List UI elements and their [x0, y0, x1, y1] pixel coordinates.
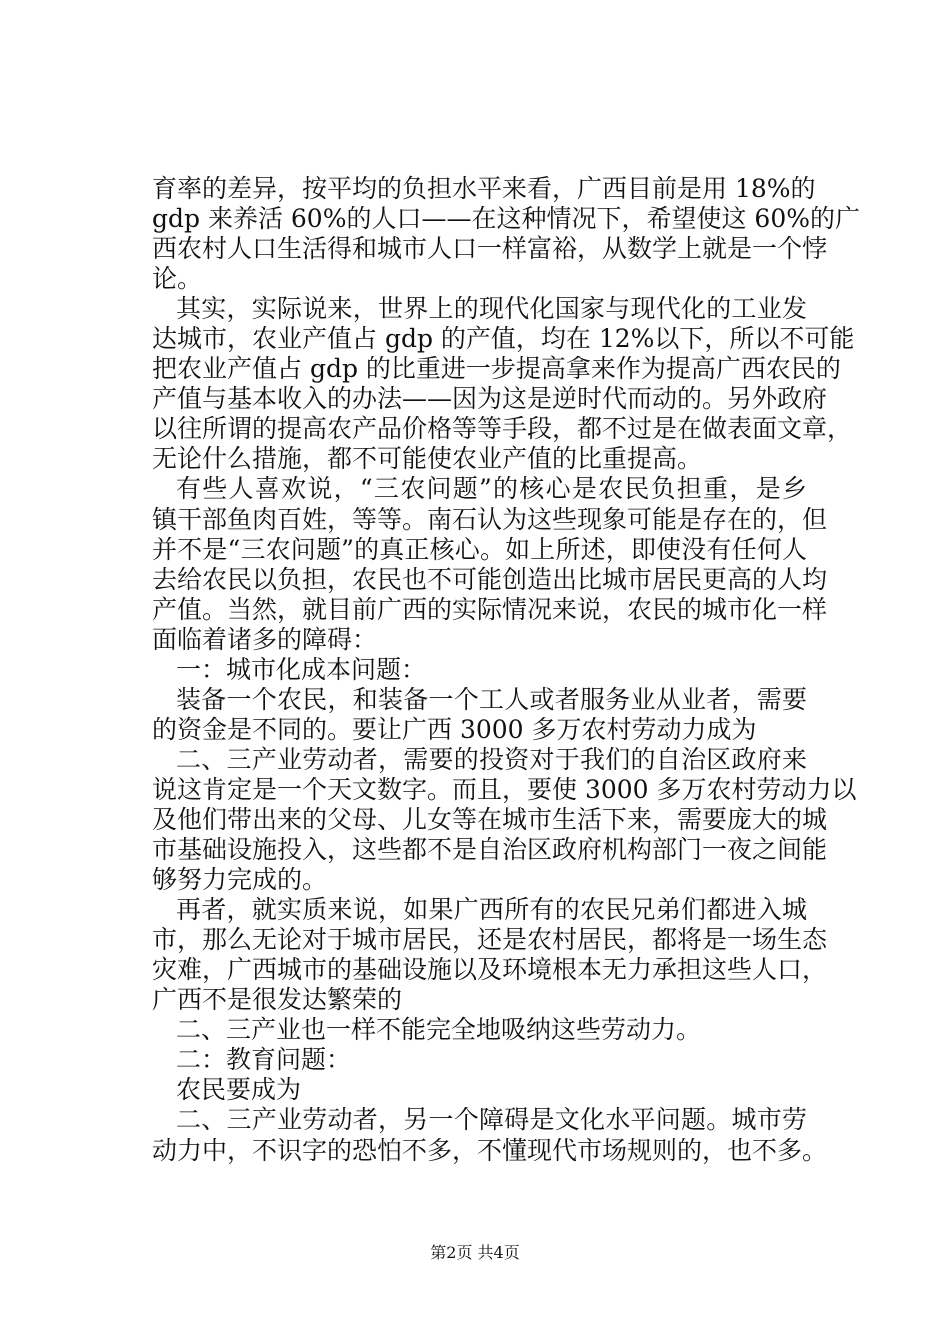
page-footer: 第2页 共4页 [430, 1243, 520, 1262]
text-line: 二、三产业也一样不能完全地吸纳这些劳动力。 [176, 1015, 702, 1045]
text-line: 面临着诸多的障碍： [152, 624, 378, 654]
text-line: 农民要成为 [176, 1075, 302, 1105]
text-line: 及他们带出来的父母、儿女等在城市生活下来，需要庞大的城 [152, 804, 828, 834]
text-line: 产值。当然，就目前广西的实际情况来说，农民的城市化一样 [152, 594, 828, 624]
text-line: 有些人喜欢说，“三农问题”的核心是农民负担重，是乡 [176, 474, 807, 504]
text-line: gdp 来养活 60%的人口——在这种情况下，希望使这 60%的广 [152, 204, 860, 234]
text-line: 产值与基本收入的办法——因为这是逆时代而动的。另外政府 [152, 384, 828, 414]
text-line: 西农村人口生活得和城市人口一样富裕，从数学上就是一个悖 [152, 234, 828, 264]
text-line: 广西不是很发达繁荣的 [152, 985, 403, 1015]
text-line: 的资金是不同的。要让广西 3000 多万农村劳动力成为 [152, 714, 757, 744]
text-line: 论。 [152, 264, 203, 294]
text-line: 够努力完成的。 [152, 865, 328, 895]
text-line: 市基础设施投入，这些都不是自治区政府机构部门一夜之间能 [152, 835, 828, 865]
text-line: 以往所谓的提高农产品价格等等手段，都不过是在做表面文章， [152, 414, 853, 444]
text-line: 去给农民以负担，农民也不可能创造出比城市居民更高的人均 [152, 564, 828, 594]
body-text [152, 174, 860, 1166]
text-line: 市，那么无论对于城市居民，还是农村居民，都将是一场生态 [152, 925, 828, 955]
text-line: 把农业产值占 gdp 的比重进一步提高拿来作为提高广西农民的 [152, 354, 841, 384]
text-line: 二、三产业劳动者，另一个障碍是文化水平问题。城市劳 [176, 1105, 807, 1135]
text-line: 育率的差异，按平均的负担水平来看，广西目前是用 18%的 [152, 174, 816, 203]
text-line: 动力中，不识字的恐怕不多，不懂现代市场规则的，也不多。 [152, 1135, 828, 1165]
text-line: 达城市，农业产值占 gdp 的产值，均在 12%以下，所以不可能 [152, 324, 855, 354]
text-line: 镇干部鱼肉百姓，等等。南石认为这些现象可能是存在的，但 [152, 504, 828, 534]
text-line: 装备一个农民，和装备一个工人或者服务业从业者，需要 [176, 684, 807, 714]
text-line: 其实，实际说来，世界上的现代化国家与现代化的工业发 [176, 294, 807, 324]
text-line: 二：教育问题： [176, 1045, 352, 1075]
text-line: 再者，就实质来说，如果广西所有的农民兄弟们都进入城 [176, 895, 807, 925]
text-line: 灾难，广西城市的基础设施以及环境根本无力承担这些人口， [152, 955, 828, 985]
text-line: 并不是“三农问题”的真正核心。如上所述，即使没有任何人 [152, 534, 807, 564]
text-line: 二、三产业劳动者，需要的投资对于我们的自治区政府来 [176, 744, 807, 774]
text-line: 说这肯定是一个天文数字。而且，要使 3000 多万农村劳动力以 [152, 774, 857, 804]
text-line: 无论什么措施，都不可能使农业产值的比重提高。 [152, 444, 703, 474]
text-line: 一：城市化成本问题： [176, 654, 427, 684]
